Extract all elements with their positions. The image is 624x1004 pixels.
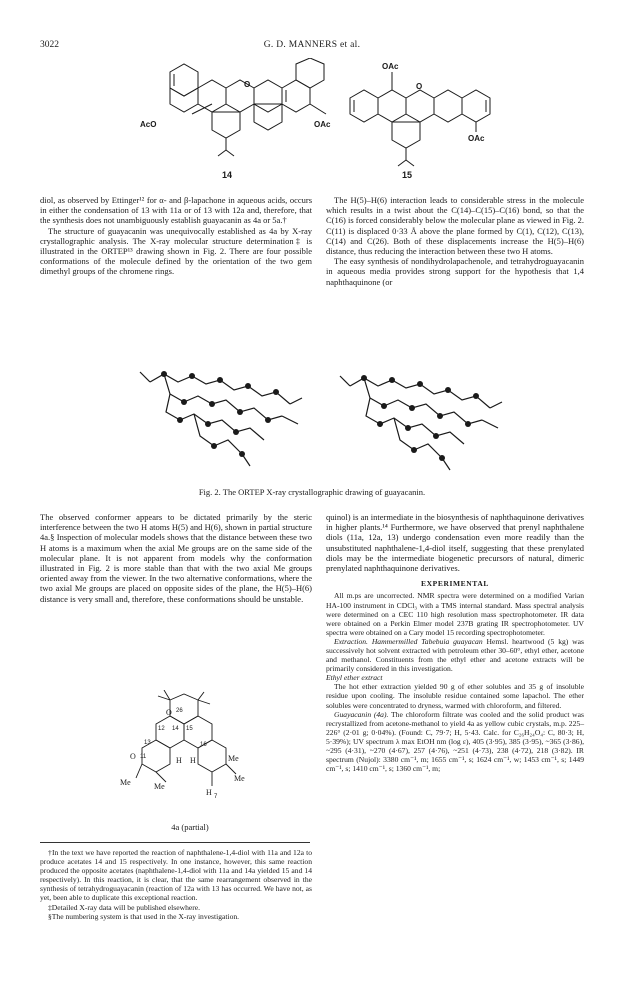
- right-column-lower: [326, 512, 584, 773]
- paragraph: quinol) is an intermediate in the biosynthesis of naphthaquinone derivatives in higher plants.¹⁴ Furthermore, we have observed that prenyl naphthalene diols (11a, 12a, 13) undergo condensation even more readily than the unsubstituted naphthalene-1,4-diol itself, suggesting that these prenylated diols may be the intermediate biogenetic precursors of natural, dimeric prenylated naphthaquinone derivatives.: [326, 512, 584, 574]
- atom-label: 13: [144, 740, 151, 746]
- ortep-right-view: [340, 376, 502, 470]
- atom-label: H: [190, 756, 196, 765]
- page-header: [0, 40, 624, 54]
- run-in-heading: Guayacanin (4a).: [334, 709, 389, 719]
- atom-label: 15: [186, 726, 193, 732]
- atom-label: 12: [158, 726, 165, 732]
- footnotes: [40, 848, 312, 921]
- atom-label: 11: [140, 754, 147, 760]
- compound-number-15: 15: [402, 170, 413, 180]
- atom-label: 26: [176, 708, 183, 714]
- paragraph: The H(5)–H(6) interaction leads to considerable stress in the molecule which results in a twist about the C(14)–C(15)–C(16) bond, so that the C(16) is forced considerably below the molecular plane as viewed in Fig. 2. C(11) is displaced 0·33 Å above the plane formed by C(1), C(12), C(13), C(14) and C(26). Both of these displacements increase the H(5)–H(6) distance, thus reducing the interaction between these two H atoms.: [326, 195, 584, 257]
- atom-label: O: [130, 752, 136, 761]
- atom-label: 7: [214, 794, 218, 800]
- atom-label: 14: [172, 726, 179, 732]
- right-column-upper: [326, 195, 584, 287]
- atom-label: H: [206, 788, 212, 797]
- atom-label: Me: [234, 774, 245, 783]
- paragraph: All m.ps are uncorrected. NMR spectra were determined on a modified Varian HA-100 instrument in CDCl₃ with a TMS internal standard. Mass spectral analysis were determined on a CEC 110 high resolution mass spectrophotometer. IR data were obtained on a Perkin Elmer model 237B grating IR spectrophotometer. UV spectra were obtained on a Cary model 15 recording spectrophotometer.: [326, 591, 584, 637]
- atom-label: Me: [154, 782, 165, 791]
- partial-structure-drawing: [110, 690, 260, 810]
- section-heading-experimental: EXPERIMENTAL: [421, 579, 489, 589]
- figure-caption: Fig. 2. The ORTEP X-ray crystallographic drawing of guayacanin.: [198, 487, 426, 497]
- paragraph: diol, as observed by Ettinger¹² for α- and β-lapachone in aqueous acids, occurs in either the condensation of 13 with 11a or of 13 with 12a and, therefore, that the synthesis does not unambiguously establish guayacanin as 4a or 5a.†: [40, 195, 312, 226]
- left-column-lower: [40, 512, 312, 604]
- substituent-aco-14: AcO: [140, 120, 157, 129]
- footnote: ‡Detailed X-ray data will be published elsewhere.: [48, 902, 201, 912]
- paragraph-text: Hemsl. heartwood (5 kg) was successively hot solvent extracted with petroleum ether 30–60°, ethyl ether, acetone and methanol. Constituents from the ethyl ether and acetone extracts will be primarily considered in this investigation.: [326, 636, 584, 674]
- substituent-oac-top-15: OAc: [382, 62, 399, 71]
- page-number: 3022: [40, 40, 59, 50]
- running-title: G. D. MANNERS et al.: [263, 40, 361, 50]
- ortep-figure: [130, 362, 510, 474]
- structure-14-drawing: [170, 58, 326, 156]
- footnote: †In the text we have reported the reaction of naphthalene-1,4-diol with 11a and 12a to produce acetates 14 and 15 respectively. In one instance, however, this same reaction produced the opposite acetates (naphthalene-1,4-diol with 11a and 14a yielded 15 and 14 respectively). In this reaction, it is clear, that the same rearrangement observed in the synthesis of tetrahydroguayacanin (reaction of 12a with 13 has occurred. We have not, as yet, been able to duplicate this exceptional reaction.: [40, 848, 312, 903]
- atom-label: Me: [120, 778, 131, 787]
- substituent-oac-right-15: OAc: [468, 134, 485, 143]
- paragraph: [326, 710, 584, 774]
- partial-structure-caption: 4a (partial): [171, 822, 209, 832]
- ring-oxygen-15: O: [416, 82, 423, 91]
- atom-label: 16: [200, 742, 207, 748]
- paragraph: [326, 637, 584, 673]
- ortep-drawings: [130, 362, 510, 474]
- partial-structure-4a: [110, 690, 260, 810]
- substituent-oac-14: OAc: [314, 120, 331, 129]
- footnote-rule: [40, 842, 310, 843]
- species-name: Hammermilled Tabebuia guayacan: [371, 636, 483, 646]
- paragraph: The easy synthesis of nondihydrolapachenole, and tetrahydroguayacanin in aqueous media provides strong support for the hypothesis that 1,4 naphthaquinone (or: [326, 256, 584, 287]
- ring-oxygen-14: O: [244, 80, 251, 89]
- compound-number-14: 14: [222, 170, 233, 180]
- atom-label: H: [176, 756, 182, 765]
- footnote: §The numbering system is that used in the X-ray investigation.: [48, 911, 240, 921]
- atom-label: Me: [228, 754, 239, 763]
- run-in-heading: Extraction.: [334, 636, 368, 646]
- subheading-ethyl-ether: Ethyl ether extract: [326, 673, 383, 683]
- left-column-upper: [40, 195, 312, 277]
- paragraph-text: The chloroform filtrate was cooled and the solid product was recrystallized from acetone-methanol to yield 4a as yellow cubic crystals, m.p. 225–226° (2·01 g; 0·04%). (Found: C, 79·7; H, 5·43. Calc. for C₂₆H₂₄O₄: C, 80·3; H, 5·39%); UV spectrum λ max EtOH nm (log ε), 405 (3·95), 385 (3·95), ~365 (3·86), ~295 (4·31), ~270 (4·67), 257 (4·76), ~251 (4·73), 238 (4·72), 218 (3·82). IR spectrum (Nujol): 3380 cm⁻¹, m; 1655 cm⁻¹, s; 1624 cm⁻¹, w; 1453 cm⁻¹, s; 1449 cm⁻¹, s; 1410 cm⁻¹, s; 1360 cm⁻¹, m;: [326, 709, 584, 774]
- ortep-left-view: [140, 372, 302, 466]
- structures-14-15: [130, 58, 510, 184]
- paragraph: The observed conformer appears to be dictated primarily by the steric interference between the two H atoms H(5) and H(6), shown in partial structure 4a.§ Inspection of molecular models shows that the distance between these two H atoms is a maximum when the axial Me groups are on the same side of the molecular plane. It is not apparent from models why the conformation illustrated in Fig. 2 is more stable than that with the two axial Me groups oriented away from the viewer. In the two alternative conformations, where the two axial Me groups are placed on opposite sides of the plane, the H(5)–H(6) distance is very small and, therefore, these conformations should be unstable.: [40, 512, 312, 604]
- atom-label: O: [166, 708, 172, 717]
- paragraph: The structure of guayacanin was unequivocally established as 4a by X-ray crystallographic analysis. The X-ray molecular structure determination‡ is illustrated in the ORTEP¹³ drawing shown in Fig. 2. There are four possible conformations of the molecule defined by the orientation of the two gem dimethyl groups of the chromene rings.: [40, 225, 312, 277]
- paragraph: The hot ether extraction yielded 90 g of ether solubles and 35 g of insoluble residue upon cooling. The insoluble residue contained some lapachol. The ether solubles were concentrated to dryness, warmed with chloroform, and filtered.: [326, 682, 584, 710]
